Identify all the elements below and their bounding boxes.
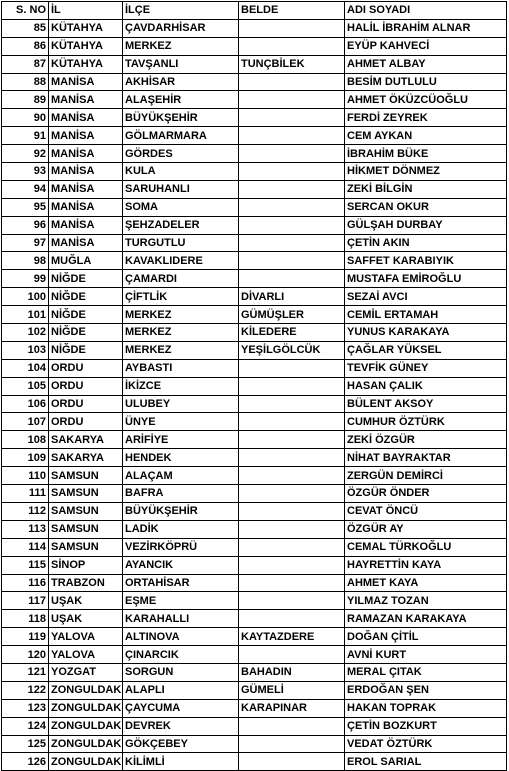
cell-no: 125: [2, 735, 49, 753]
cell-ilce: MERKEZ: [123, 306, 239, 324]
cell-no: 114: [2, 538, 49, 556]
cell-ilce: ALAPLI: [123, 681, 239, 699]
cell-ad: HİKMET DÖNMEZ: [345, 163, 507, 181]
cell-belde: [239, 163, 345, 181]
cell-belde: GÜMELİ: [239, 681, 345, 699]
header-ilce: İLÇE: [123, 2, 239, 20]
cell-belde: [239, 270, 345, 288]
table-row: [2, 556, 507, 574]
cell-ilce: BÜYÜKŞEHİR: [123, 502, 239, 520]
table-row: [2, 502, 507, 520]
cell-ilce: ARİFİYE: [123, 431, 239, 449]
table-row: [2, 485, 507, 503]
cell-belde: YEŞİLGÖLCÜK: [239, 341, 345, 359]
cell-no: 122: [2, 681, 49, 699]
cell-ad: SAFFET KARABIYIK: [345, 252, 507, 270]
cell-no: 112: [2, 502, 49, 520]
cell-belde: KARAPINAR: [239, 699, 345, 717]
cell-ilce: TURGUTLU: [123, 234, 239, 252]
cell-ad: RAMAZAN KARAKAYA: [345, 610, 507, 628]
cell-ad: İBRAHİM BÜKE: [345, 145, 507, 163]
cell-ilce: SORGUN: [123, 663, 239, 681]
cell-ilce: GÖLMARMARA: [123, 127, 239, 145]
table-body: [2, 19, 507, 770]
cell-belde: [239, 431, 345, 449]
cell-il: MANİSA: [49, 109, 123, 127]
table-row: [2, 163, 507, 181]
cell-ad: GÜLŞAH DURBAY: [345, 216, 507, 234]
header-belde: BELDE: [239, 2, 345, 20]
table-row: [2, 538, 507, 556]
cell-ilce: ÇAMARDI: [123, 270, 239, 288]
table-row: [2, 252, 507, 270]
cell-ilce: KİLİMLİ: [123, 753, 239, 771]
cell-no: 96: [2, 216, 49, 234]
cell-il: ZONGULDAK: [49, 717, 123, 735]
cell-no: 121: [2, 663, 49, 681]
cell-ad: AVNİ KURT: [345, 646, 507, 664]
cell-il: YALOVA: [49, 646, 123, 664]
cell-il: NİĞDE: [49, 288, 123, 306]
cell-belde: DİVARLI: [239, 288, 345, 306]
cell-ad: MUSTAFA EMİROĞLU: [345, 270, 507, 288]
table-row: [2, 467, 507, 485]
table-row: [2, 377, 507, 395]
cell-ad: HALİL İBRAHİM ALNAR: [345, 19, 507, 37]
cell-ad: VEDAT ÖZTÜRK: [345, 735, 507, 753]
cell-no: 99: [2, 270, 49, 288]
cell-il: MANİSA: [49, 145, 123, 163]
cell-no: 93: [2, 163, 49, 181]
table-row: [2, 180, 507, 198]
cell-il: MANİSA: [49, 73, 123, 91]
cell-belde: [239, 37, 345, 55]
header-no: S. NO: [2, 2, 49, 20]
cell-belde: [239, 646, 345, 664]
personnel-table: [1, 1, 507, 771]
cell-belde: [239, 753, 345, 771]
cell-belde: KİLEDERE: [239, 324, 345, 342]
cell-belde: [239, 198, 345, 216]
cell-ad: BESİM DUTLULU: [345, 73, 507, 91]
cell-belde: [239, 538, 345, 556]
cell-belde: [239, 610, 345, 628]
cell-ilce: KAVAKLIDERE: [123, 252, 239, 270]
cell-ilce: KULA: [123, 163, 239, 181]
cell-il: MANİSA: [49, 180, 123, 198]
cell-belde: [239, 145, 345, 163]
cell-il: MANİSA: [49, 163, 123, 181]
cell-belde: [239, 449, 345, 467]
cell-ad: ÇAĞLAR YÜKSEL: [345, 341, 507, 359]
table-row: [2, 753, 507, 771]
table-row: [2, 127, 507, 145]
cell-ilce: ÇAYCUMA: [123, 699, 239, 717]
cell-belde: [239, 377, 345, 395]
cell-ad: YILMAZ TOZAN: [345, 592, 507, 610]
cell-belde: [239, 413, 345, 431]
cell-ad: FERDİ ZEYREK: [345, 109, 507, 127]
cell-ad: MERAL ÇITAK: [345, 663, 507, 681]
cell-no: 109: [2, 449, 49, 467]
cell-ilce: TAVŞANLI: [123, 55, 239, 73]
cell-no: 126: [2, 753, 49, 771]
cell-il: UŞAK: [49, 592, 123, 610]
cell-no: 101: [2, 306, 49, 324]
cell-ilce: ŞEHZADELER: [123, 216, 239, 234]
cell-il: NİĞDE: [49, 306, 123, 324]
cell-no: 118: [2, 610, 49, 628]
cell-il: SAMSUN: [49, 520, 123, 538]
table-row: [2, 699, 507, 717]
table-row: [2, 413, 507, 431]
cell-il: TRABZON: [49, 574, 123, 592]
table-row: [2, 520, 507, 538]
cell-ilce: ALTINOVA: [123, 628, 239, 646]
cell-il: KÜTAHYA: [49, 55, 123, 73]
cell-ad: AHMET ALBAY: [345, 55, 507, 73]
cell-no: 119: [2, 628, 49, 646]
cell-il: ZONGULDAK: [49, 681, 123, 699]
table-row: [2, 646, 507, 664]
table-row: [2, 109, 507, 127]
cell-ilce: ALAÇAM: [123, 467, 239, 485]
cell-no: 91: [2, 127, 49, 145]
cell-il: SAMSUN: [49, 502, 123, 520]
cell-no: 124: [2, 717, 49, 735]
cell-il: SAKARYA: [49, 449, 123, 467]
header-il: İL: [49, 2, 123, 20]
header-ad: ADI SOYADI: [345, 2, 507, 20]
table-row: [2, 735, 507, 753]
cell-il: ORDU: [49, 395, 123, 413]
cell-belde: [239, 73, 345, 91]
cell-no: 123: [2, 699, 49, 717]
table-row: [2, 359, 507, 377]
table-row: [2, 449, 507, 467]
cell-no: 106: [2, 395, 49, 413]
cell-belde: [239, 395, 345, 413]
cell-no: 98: [2, 252, 49, 270]
cell-ad: CUMHUR ÖZTÜRK: [345, 413, 507, 431]
cell-ilce: MERKEZ: [123, 324, 239, 342]
cell-il: KÜTAHYA: [49, 19, 123, 37]
cell-no: 108: [2, 431, 49, 449]
cell-ad: CEMİL ERTAMAH: [345, 306, 507, 324]
cell-ilce: ULUBEY: [123, 395, 239, 413]
header-row: [2, 2, 507, 20]
cell-ad: HASAN ÇALIK: [345, 377, 507, 395]
table-row: [2, 341, 507, 359]
cell-ilce: HENDEK: [123, 449, 239, 467]
table-row: [2, 55, 507, 73]
cell-il: MANİSA: [49, 234, 123, 252]
cell-il: SAMSUN: [49, 538, 123, 556]
cell-ilce: VEZİRKÖPRÜ: [123, 538, 239, 556]
cell-no: 86: [2, 37, 49, 55]
cell-il: ZONGULDAK: [49, 753, 123, 771]
cell-ilce: GÖRDES: [123, 145, 239, 163]
cell-ilce: BAFRA: [123, 485, 239, 503]
cell-no: 94: [2, 180, 49, 198]
table-row: [2, 395, 507, 413]
cell-il: YOZGAT: [49, 663, 123, 681]
cell-il: NİĞDE: [49, 341, 123, 359]
cell-il: MANİSA: [49, 91, 123, 109]
cell-ad: CEMAL TÜRKOĞLU: [345, 538, 507, 556]
cell-belde: [239, 735, 345, 753]
cell-ad: SEZAİ AVCI: [345, 288, 507, 306]
cell-no: 89: [2, 91, 49, 109]
cell-ad: ZEKİ BİLGİN: [345, 180, 507, 198]
cell-belde: [239, 467, 345, 485]
cell-il: SAMSUN: [49, 467, 123, 485]
cell-no: 85: [2, 19, 49, 37]
table-row: [2, 270, 507, 288]
cell-il: YALOVA: [49, 628, 123, 646]
cell-il: SAMSUN: [49, 485, 123, 503]
cell-no: 87: [2, 55, 49, 73]
cell-belde: [239, 252, 345, 270]
cell-ad: ÇETİN AKIN: [345, 234, 507, 252]
cell-il: ORDU: [49, 413, 123, 431]
cell-ilce: MERKEZ: [123, 37, 239, 55]
cell-belde: [239, 520, 345, 538]
cell-ilce: MERKEZ: [123, 341, 239, 359]
cell-ad: HAYRETTİN KAYA: [345, 556, 507, 574]
cell-ilce: ÇİFTLİK: [123, 288, 239, 306]
cell-il: MANİSA: [49, 127, 123, 145]
cell-ilce: GÖKÇEBEY: [123, 735, 239, 753]
cell-il: MANİSA: [49, 216, 123, 234]
cell-no: 117: [2, 592, 49, 610]
table-row: [2, 431, 507, 449]
cell-belde: [239, 485, 345, 503]
cell-ad: ZEKİ ÖZGÜR: [345, 431, 507, 449]
cell-il: MANİSA: [49, 198, 123, 216]
cell-ad: ÖZGÜR ÖNDER: [345, 485, 507, 503]
table-row: [2, 216, 507, 234]
cell-ad: NİHAT BAYRAKTAR: [345, 449, 507, 467]
cell-no: 95: [2, 198, 49, 216]
table-row: [2, 663, 507, 681]
cell-il: ZONGULDAK: [49, 735, 123, 753]
table-row: [2, 73, 507, 91]
table-row: [2, 198, 507, 216]
cell-ad: TEVFİK GÜNEY: [345, 359, 507, 377]
cell-il: SAKARYA: [49, 431, 123, 449]
cell-no: 102: [2, 324, 49, 342]
cell-ad: YUNUS KARAKAYA: [345, 324, 507, 342]
table-row: [2, 145, 507, 163]
cell-belde: [239, 109, 345, 127]
cell-no: 97: [2, 234, 49, 252]
table-row: [2, 234, 507, 252]
cell-ilce: ALAŞEHİR: [123, 91, 239, 109]
cell-ilce: ÇAVDARHİSAR: [123, 19, 239, 37]
cell-belde: TUNÇBİLEK: [239, 55, 345, 73]
cell-ad: AHMET ÖKÜZCÜOĞLU: [345, 91, 507, 109]
cell-il: KÜTAHYA: [49, 37, 123, 55]
cell-belde: [239, 556, 345, 574]
table-row: [2, 37, 507, 55]
cell-belde: [239, 574, 345, 592]
cell-ilce: İKİZCE: [123, 377, 239, 395]
cell-belde: [239, 359, 345, 377]
cell-ad: ÇETİN BOZKURT: [345, 717, 507, 735]
cell-no: 115: [2, 556, 49, 574]
table-row: [2, 91, 507, 109]
cell-ilce: AYANCIK: [123, 556, 239, 574]
table-row: [2, 306, 507, 324]
cell-il: ORDU: [49, 359, 123, 377]
table-row: [2, 574, 507, 592]
cell-belde: [239, 91, 345, 109]
cell-belde: BAHADIN: [239, 663, 345, 681]
cell-no: 116: [2, 574, 49, 592]
cell-no: 92: [2, 145, 49, 163]
cell-il: MUĞLA: [49, 252, 123, 270]
cell-belde: [239, 502, 345, 520]
cell-belde: GÜMÜŞLER: [239, 306, 345, 324]
cell-ad: ZERGÜN DEMİRCİ: [345, 467, 507, 485]
cell-belde: KAYTAZDERE: [239, 628, 345, 646]
table-row: [2, 628, 507, 646]
cell-belde: [239, 592, 345, 610]
table-row: [2, 324, 507, 342]
cell-ilce: ORTAHİSAR: [123, 574, 239, 592]
cell-no: 88: [2, 73, 49, 91]
cell-ad: BÜLENT AKSOY: [345, 395, 507, 413]
cell-il: UŞAK: [49, 610, 123, 628]
cell-ad: ERDOĞAN ŞEN: [345, 681, 507, 699]
cell-belde: [239, 180, 345, 198]
cell-belde: [239, 234, 345, 252]
cell-ilce: DEVREK: [123, 717, 239, 735]
table-row: [2, 610, 507, 628]
cell-ad: EYÜP KAHVECİ: [345, 37, 507, 55]
cell-belde: [239, 19, 345, 37]
cell-ad: SERCAN OKUR: [345, 198, 507, 216]
cell-no: 107: [2, 413, 49, 431]
cell-no: 104: [2, 359, 49, 377]
cell-ad: EROL SARIAL: [345, 753, 507, 771]
cell-no: 100: [2, 288, 49, 306]
cell-ad: HAKAN TOPRAK: [345, 699, 507, 717]
cell-no: 111: [2, 485, 49, 503]
cell-il: ZONGULDAK: [49, 699, 123, 717]
table-row: [2, 288, 507, 306]
cell-belde: [239, 127, 345, 145]
cell-ilce: BÜYÜKŞEHİR: [123, 109, 239, 127]
cell-belde: [239, 717, 345, 735]
cell-ilce: KARAHALLI: [123, 610, 239, 628]
cell-il: NİĞDE: [49, 324, 123, 342]
cell-belde: [239, 216, 345, 234]
cell-ad: CEM AYKAN: [345, 127, 507, 145]
cell-no: 103: [2, 341, 49, 359]
cell-no: 90: [2, 109, 49, 127]
table-row: [2, 681, 507, 699]
cell-ilce: ÜNYE: [123, 413, 239, 431]
cell-no: 120: [2, 646, 49, 664]
table-row: [2, 717, 507, 735]
cell-ilce: AYBASTI: [123, 359, 239, 377]
cell-ad: DOĞAN ÇİTİL: [345, 628, 507, 646]
cell-ilce: SARUHANLI: [123, 180, 239, 198]
cell-ad: ÖZGÜR AY: [345, 520, 507, 538]
cell-no: 105: [2, 377, 49, 395]
cell-ad: AHMET KAYA: [345, 574, 507, 592]
cell-ilce: ÇINARCIK: [123, 646, 239, 664]
cell-il: NİĞDE: [49, 270, 123, 288]
cell-il: SİNOP: [49, 556, 123, 574]
cell-ilce: AKHİSAR: [123, 73, 239, 91]
table-row: [2, 592, 507, 610]
cell-il: ORDU: [49, 377, 123, 395]
cell-ilce: EŞME: [123, 592, 239, 610]
cell-ilce: SOMA: [123, 198, 239, 216]
cell-no: 110: [2, 467, 49, 485]
cell-ilce: LADİK: [123, 520, 239, 538]
table-row: [2, 19, 507, 37]
cell-ad: CEVAT ÖNCÜ: [345, 502, 507, 520]
cell-no: 113: [2, 520, 49, 538]
